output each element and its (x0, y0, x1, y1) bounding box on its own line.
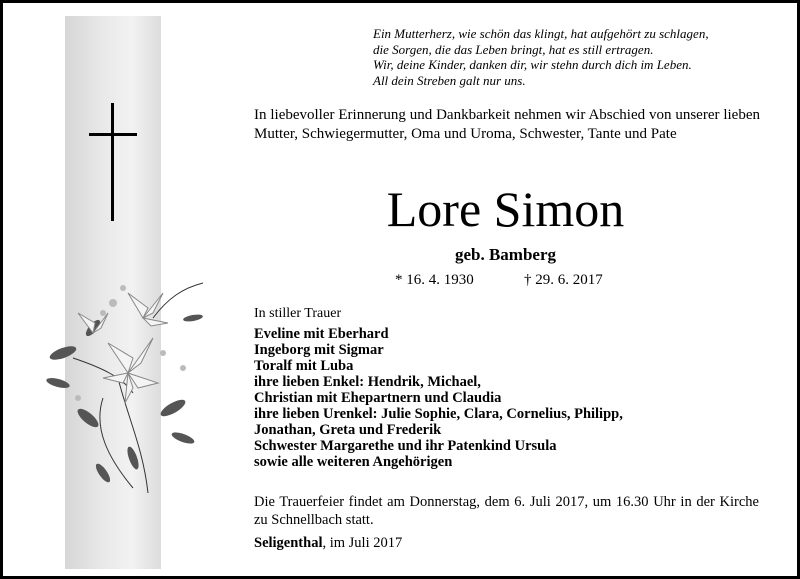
mourning-label: In stiller Trauer (254, 306, 342, 321)
lily-bouquet-icon (33, 258, 213, 498)
mourner-line: Toralf mit Luba (254, 358, 354, 374)
mourner-line: sowie alle weiteren Angehörigen (254, 454, 453, 470)
cross-icon (89, 103, 139, 223)
mourner-line: Schwester Margarethe und ihr Patenkind Ursula (254, 438, 557, 454)
mourner-line: Ingeborg mit Sigmar (254, 342, 384, 358)
place-name: Seligenthal (254, 535, 323, 551)
intro-text: In liebevoller Erinnerung und Dankbarkeit nehmen wir Abschied von unserer lieben Mutter, Schwiegermutter, Oma und Uroma, Schwester, Tante und Pate (254, 107, 760, 142)
mourner-line: ihre lieben Enkel: Hendrik, Michael, (254, 374, 481, 390)
mourner-line: ihre lieben Urenkel: Julie Sophie, Clara, Cornelius, Philipp, (254, 406, 623, 422)
poem-line: Ein Mutterherz, wie schön das klingt, hat aufgehört zu schlagen, (373, 26, 709, 41)
poem-line: All dein Streben galt nur uns. (373, 72, 526, 88)
date-line: , im Juli 2017 (322, 535, 403, 551)
mourners-list (254, 326, 764, 470)
mourner-line: Eveline mit Eberhard (254, 326, 389, 342)
deceased-name: Lore Simon (386, 181, 625, 237)
place-date (254, 535, 402, 552)
poem-line: die Sorgen, die das Leben bringt, hat es still ertragen. (373, 41, 654, 57)
mourner-line: Christian mit Ehepartnern und Claudia (254, 390, 502, 406)
birth-date: * 16. 4. 1930 (395, 272, 474, 288)
poem-line: Wir, deine Kinder, danken dir, wir stehn durch dich im Leben. (373, 57, 692, 72)
funeral-info: Die Trauerfeier findet am Donnerstag, dem 6. Juli 2017, um 16.30 Uhr in der Kirche zu Schnellbach statt. (254, 494, 759, 528)
poem (373, 26, 793, 88)
death-date: † 29. 6. 2017 (524, 272, 603, 288)
mourner-line: Jonathan, Greta und Frederik (254, 422, 442, 438)
maiden-name: geb. Bamberg (454, 245, 557, 264)
